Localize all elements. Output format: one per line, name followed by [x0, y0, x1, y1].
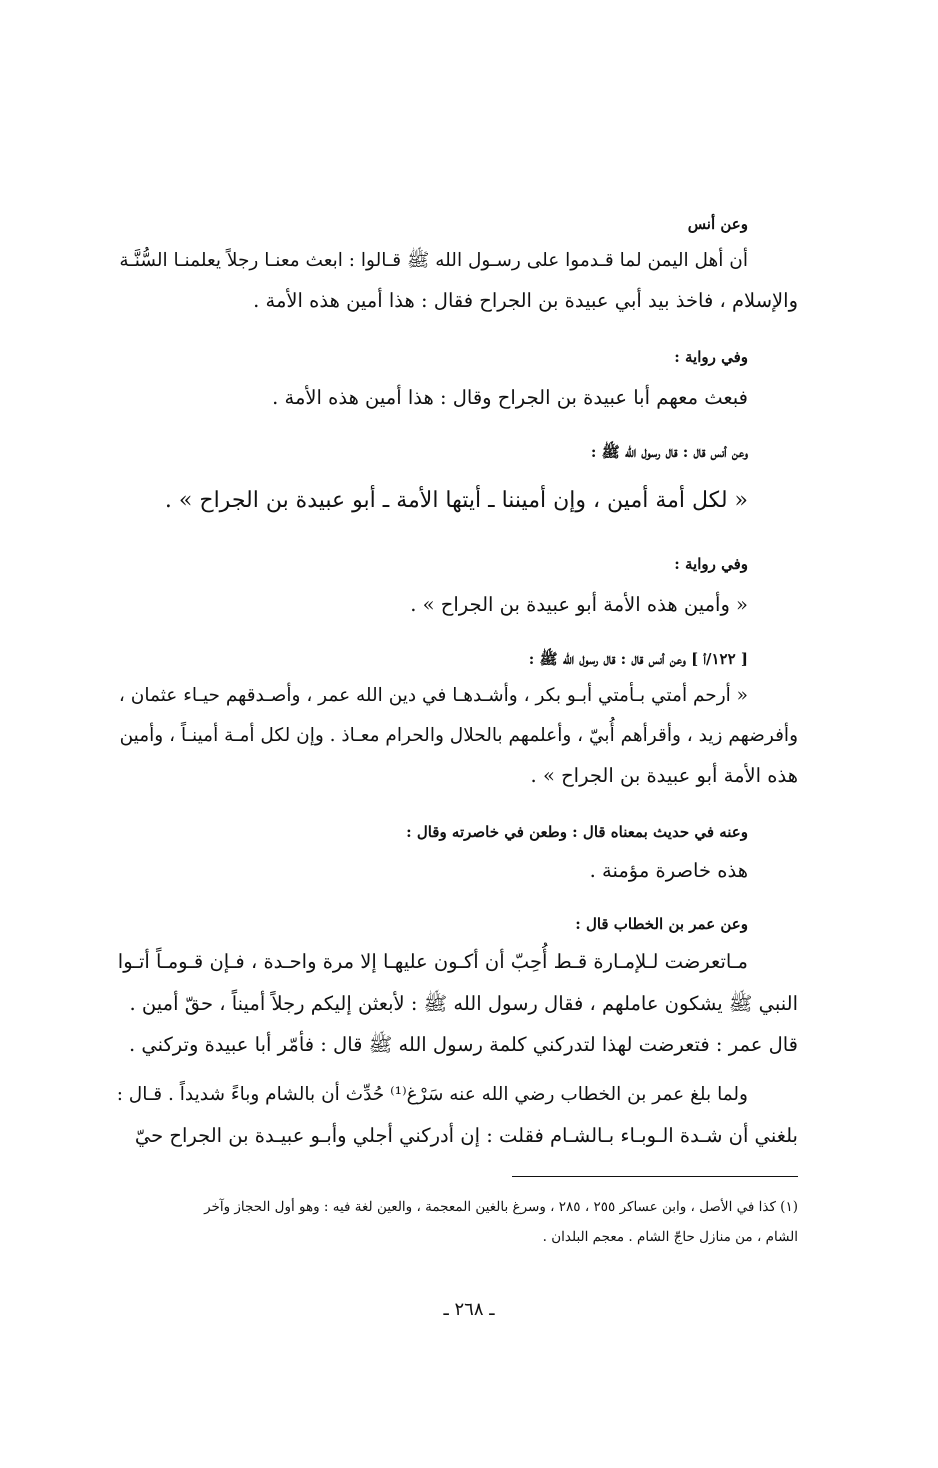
- text-line: فبعث معهم أبا عبيدة بن الجراح وقال : هذا أمين هذه الأمة .: [272, 386, 748, 409]
- text-line: ولما بلغ عمر بن الخطاب رضي الله عنه سَرْغ⁽¹⁾ حُدِّث أن بالشام وباءً شديداً . قـال :: [116, 1084, 748, 1105]
- footnote-line: (١) كذا في الأصل ، وابن عساكر ٢٥٥ ، ٢٨٥ ، وسرغ بالغين المعجمة ، والعين لغة فيه : وهو أول الحجاز وآخر: [204, 1199, 798, 1215]
- heading-anas-qal: [ ١٢٢/أ ] وعن أنس قال : قال رسول الله ﷺ :: [528, 650, 748, 668]
- heading-umar: وعن عمر بن الخطاب قال :: [575, 915, 748, 933]
- text-line: هذه خاصرة مؤمنة .: [589, 859, 748, 882]
- hadith-line: « أرحم أمتي بـأمتي أبـو بكر ، وأشـدهـا في دين الله عمر ، وأصـدقهم حيـاء عثمان ،: [118, 685, 748, 706]
- heading-anas-qal: وعن أنس قال : قال رسول الله ﷺ :: [590, 443, 748, 461]
- text-line: النبي ﷺ يشكون عاملهم ، فقال رسول الله ﷺ : لأبعثن إليكم رجلاً أميناً ، حقّ أمين .: [129, 992, 798, 1015]
- text-line: قال عمر : فتعرضت لهذا لتدركني كلمة رسول الله ﷺ قال : فأمّر أبا عبيدة وتركني .: [128, 1033, 798, 1056]
- footnote-divider: [512, 1176, 798, 1177]
- heading-anas: وعن أنس: [687, 215, 748, 233]
- hadith-line: « وأمين هذه الأمة أبو عبيدة بن الجراح » .: [410, 593, 748, 616]
- text-line: مـاتعرضت لـلإمـارة قـط أُحِبّ أن أكـون عليهـا إلا مرة واحـدة ، فـإن قـومـاً أتـوا: [117, 950, 748, 973]
- hadith-line: هذه الأمة أبو عبيدة بن الجراح » .: [530, 764, 798, 787]
- text-line: والإسلام ، فاخذ بيد أبي عبيدة بن الجراح فقال : هذا أمين هذه الأمة .: [253, 289, 798, 312]
- hadith-line: « لكل أمة أمين ، وإن أميننا ـ أيتها الأمة ـ أبو عبيدة بن الجراح » .: [164, 488, 748, 513]
- footnote-line: الشام ، من منازل حاجّ الشام . معجم البلدان .: [542, 1229, 798, 1245]
- text-line: بلغني أن شـدة الـوبـاء بـالشـام فقلت : إن أدركني أجلي وأبـو عبيـدة بن الجراح حيّ: [134, 1124, 798, 1147]
- heading-riwaya: وفي رواية :: [674, 555, 748, 573]
- heading-riwaya: وفي رواية :: [674, 348, 748, 366]
- hadith-line: وأفرضهم زيد ، وأقرأهم أُبيّ ، وأعلمهم بالحلال والحرام معـاذ . وإن لكل أمـة أمينـاً ، وأمين: [119, 725, 798, 746]
- page-number: ـ ٢٦٨ ـ: [443, 1299, 495, 1320]
- heading-anhu: وعنه في حديث بمعناه قال : وطعن في خاصرته وقال :: [406, 823, 748, 841]
- text-line: أن أهل اليمن لما قـدموا على رسـول الله ﷺ قـالوا : ابعث معنـا رجلاً يعلمنـا السُّنَّـة: [119, 250, 748, 271]
